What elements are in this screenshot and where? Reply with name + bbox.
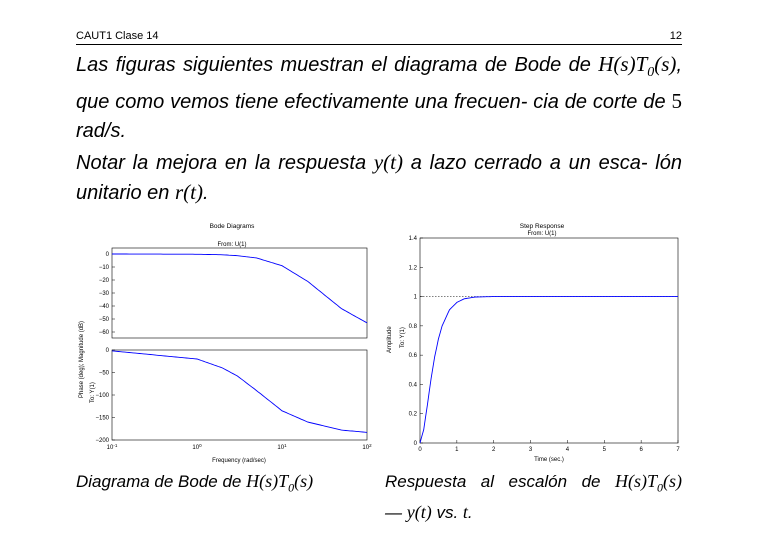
step-x-tick-label: 0 bbox=[418, 447, 422, 453]
bode-x-tick-label: $10^0$ bbox=[192, 443, 202, 451]
caption-bode: Diagrama de Bode de $H(s)T_0(s)$ bbox=[76, 471, 314, 495]
mag-tick-label: 0 bbox=[105, 252, 109, 258]
step-y-tick-label: 0.6 bbox=[408, 353, 417, 360]
bode-figure bbox=[72, 218, 372, 468]
step-ylabel: Amplitude bbox=[387, 326, 393, 353]
step-x-tick-label: 2 bbox=[492, 447, 496, 453]
phase-curve bbox=[112, 351, 367, 433]
math-r-t: r(t) bbox=[174, 180, 203, 204]
step-title: Step Response bbox=[519, 223, 565, 230]
para1-text: Las figuras siguientes muestran el diagrama de Bode de bbox=[76, 54, 591, 76]
step-x-tick-label: 6 bbox=[639, 447, 643, 453]
bode-x-tick-label: $10^{-1}$ bbox=[106, 443, 118, 451]
course-label: CAUT1 Clase 14 bbox=[76, 30, 159, 42]
cutoff-value: 5 bbox=[671, 89, 682, 114]
paragraph-bode bbox=[76, 50, 682, 146]
bode-ylabel: Phase (deg); Magnitude (dB) bbox=[79, 320, 85, 398]
mag-axes bbox=[112, 248, 367, 338]
step-x-tick-label: 3 bbox=[528, 447, 533, 453]
para1-text-3: rad/s. bbox=[76, 120, 127, 143]
magnitude-curve bbox=[112, 254, 367, 323]
step-y-tick-label: 1.4 bbox=[408, 236, 417, 242]
mag-tick-label: −60 bbox=[98, 330, 109, 336]
bode-title: Bode Diagrams bbox=[209, 223, 255, 230]
bode-x-tick-labels bbox=[107, 443, 372, 451]
step-x-tick-labels bbox=[418, 440, 680, 453]
step-y-tick-label: 0.2 bbox=[408, 411, 417, 418]
bode-xlabel: Frequency (rad/sec) bbox=[212, 458, 266, 464]
mag-tick-label: −50 bbox=[98, 317, 109, 323]
mag-tick-label: −40 bbox=[98, 304, 109, 310]
page-number: 12 bbox=[669, 30, 682, 42]
para2-text-2: a lazo cerrado a un esca- lón unitario en bbox=[76, 152, 682, 204]
step-x-tick-label: 4 bbox=[565, 447, 570, 453]
step-y-tick-labels bbox=[409, 236, 423, 447]
step-from-label: From: U(1) bbox=[527, 231, 557, 237]
bode-to-label: To: Y(1) bbox=[90, 382, 96, 403]
phase-tick-label: −150 bbox=[95, 415, 109, 422]
phase-tick-label: −200 bbox=[95, 438, 109, 444]
mag-tick-labels bbox=[99, 252, 115, 336]
step-y-tick-label: 0 bbox=[413, 441, 417, 447]
phase-tick-label: −100 bbox=[95, 393, 109, 399]
step-xlabel: Time (sec.) bbox=[534, 457, 564, 463]
phase-axes bbox=[112, 350, 367, 440]
slide-header bbox=[76, 28, 682, 45]
step-y-tick-label: 1.2 bbox=[408, 265, 417, 272]
mag-tick-label: −30 bbox=[98, 291, 109, 297]
step-x-tick-label: 5 bbox=[602, 447, 606, 453]
math-h-t0: $H(s)T_0(s)$ bbox=[598, 52, 677, 81]
para2-text: Notar la mejora en la respuesta bbox=[76, 152, 374, 174]
phase-tick-label: −50 bbox=[98, 370, 109, 377]
mag-tick-label: −20 bbox=[98, 278, 109, 284]
mag-tick-label: −10 bbox=[98, 265, 109, 271]
paragraph-step bbox=[76, 148, 682, 208]
math-y-t: y(t) bbox=[373, 150, 404, 174]
step-x-tick-label: 1 bbox=[455, 447, 459, 453]
step-y-tick-label: 0.8 bbox=[408, 323, 417, 330]
step-axes bbox=[420, 238, 678, 443]
step-curve bbox=[420, 297, 678, 443]
step-figure bbox=[382, 218, 682, 468]
bode-from-label: From: U(1) bbox=[217, 242, 247, 248]
bode-x-tick-label: $10^2$ bbox=[362, 443, 372, 451]
para2-text-3: . bbox=[202, 182, 209, 204]
caption-step: Respuesta al escalón de $H(s)T_0(s)$ — y(t) vs. t. bbox=[385, 471, 682, 522]
para1-text-2: , que como vemos tiene efectivamente una frecuen- cia de corte de bbox=[76, 54, 682, 114]
step-y-tick-label: 0.4 bbox=[408, 382, 417, 389]
step-x-tick-label: 7 bbox=[676, 447, 680, 453]
step-to-label: To: Y(1) bbox=[400, 327, 406, 348]
step-y-tick-label: 1 bbox=[413, 294, 417, 301]
bode-x-tick-label: $10^1$ bbox=[277, 443, 287, 451]
phase-tick-label: 0 bbox=[105, 348, 109, 354]
